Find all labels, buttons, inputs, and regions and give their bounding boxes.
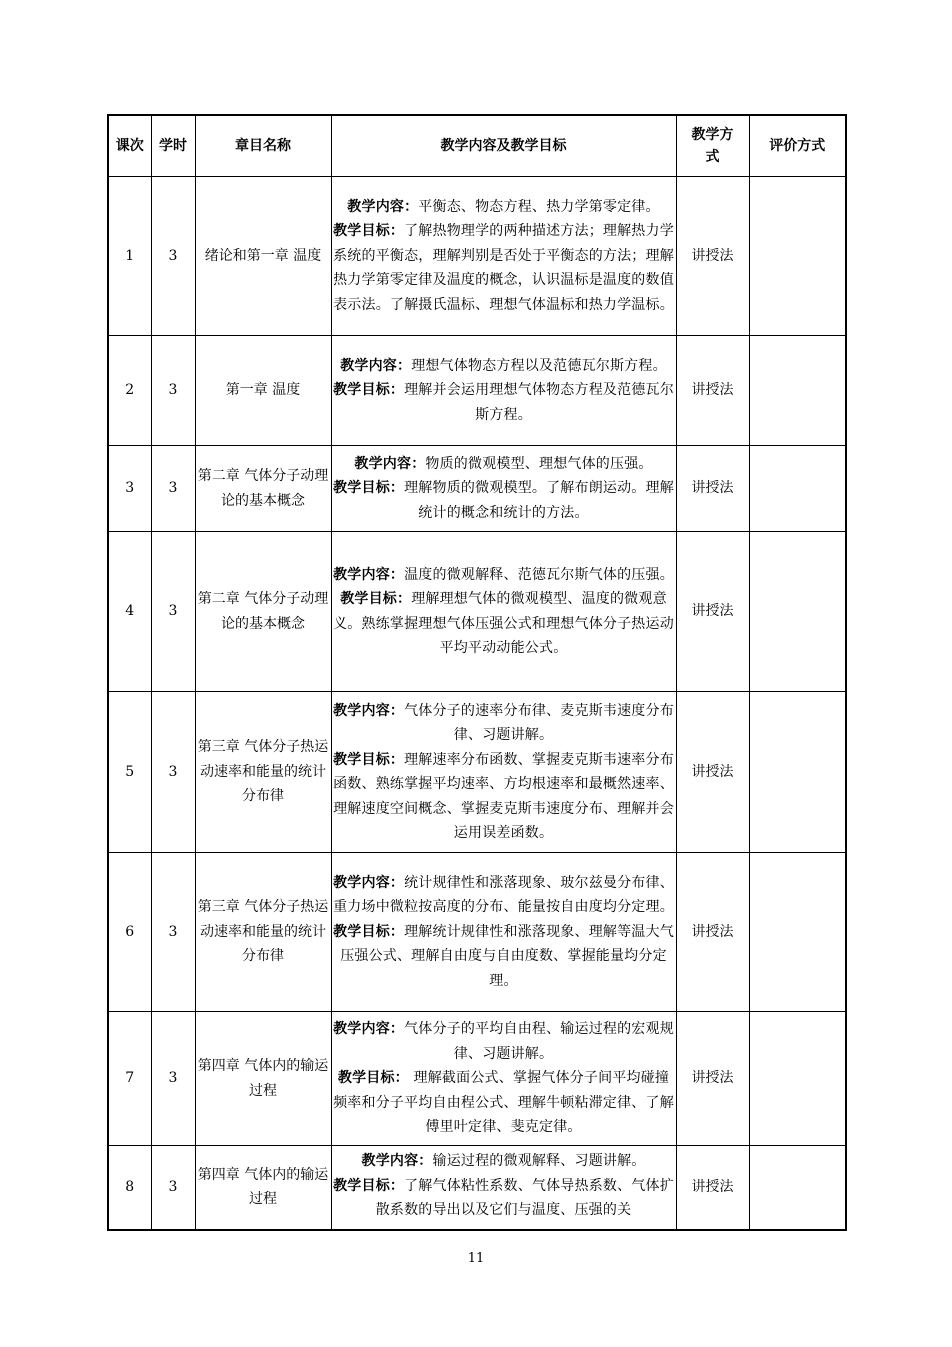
goal-label: 教学目标： [340,591,412,607]
lesson-cell: 7 [108,1012,151,1146]
goal-text: 理解统计规律性和涨落现象、理解等温大气压强公式、理解自由度与自由度数、掌握能量均分定理。 [340,923,674,989]
method-cell: 讲授法 [676,336,749,446]
lesson-cell: 6 [108,853,151,1012]
table-row [108,1146,846,1230]
goal-text: 了解气体粘性系数、气体导热系数、气体扩散系数的导出以及它们与温度、压强的关 [375,1177,674,1218]
content-cell [331,336,676,446]
evaluation-cell [749,177,846,336]
content-text: 温度的微观解释、范德瓦尔斯气体的压强。 [404,566,674,583]
evaluation-cell [749,336,846,446]
content-label: 教学内容： [333,874,405,891]
chapter-cell: 第三章 气体分子热运动速率和能量的统计分布律 [195,692,331,853]
method-cell: 讲授法 [676,853,749,1012]
evaluation-cell [749,446,846,532]
content-cell [331,853,676,1012]
table-row [108,446,846,532]
lesson-cell: 8 [108,1146,151,1230]
chapter-cell: 第二章 气体分子动理论的基本概念 [195,532,331,692]
evaluation-cell [749,692,846,853]
course-schedule-table [107,114,847,1231]
content-label: 教学内容： [361,1153,433,1169]
content-label: 教学内容： [333,702,405,719]
header-evaluation: 评价方式 [749,115,846,177]
hours-cell: 3 [151,692,195,853]
content-text: 理想气体物态方程以及范德瓦尔斯方程。 [411,357,667,374]
content-cell [331,1012,676,1146]
goal-label: 教学目标： [333,751,405,768]
method-cell: 讲授法 [676,446,749,532]
table-header-row [108,115,846,177]
goal-text: 理解速率分布函数、掌握麦克斯韦速率分布函数、熟练掌握平均速率、方均根速率和最概然速率、理解速度空间概念、掌握麦克斯韦速度分布、理解并会运用误差函数。 [333,751,674,841]
content-cell [331,177,676,336]
content-text: 统计规律性和涨落现象、玻尔兹曼分布律、重力场中微粒按高度的分布、能量按自由度均分定理。 [333,874,674,916]
goal-label: 教学目标： [333,923,405,940]
page-number: 11 [467,1251,485,1266]
chapter-cell: 绪论和第一章 温度 [195,177,331,336]
header-method: 教学方式 [676,115,749,177]
content-text: 气体分子的速率分布律、麦克斯韦速度分布律、习题讲解。 [404,702,674,743]
content-text: 物质的微观模型、理想气体的压强。 [425,455,653,472]
table-row [108,532,846,692]
goal-text: 理解理想气体的微观模型、温度的微观意义。熟练掌握理想气体压强公式和理想气体分子热运动平均平动动能公式。 [333,591,674,656]
table-row [108,177,846,336]
table-row [108,336,846,446]
chapter-cell: 第四章 气体内的输运过程 [195,1012,331,1146]
goal-label: 教学目标： [333,480,405,497]
evaluation-cell [749,532,846,692]
chapter-cell: 第二章 气体分子动理论的基本概念 [195,446,331,532]
lesson-cell: 2 [108,336,151,446]
evaluation-cell [749,1012,846,1146]
method-cell: 讲授法 [676,1146,749,1230]
goal-label: 教学目标： [337,1070,409,1087]
lesson-cell: 5 [108,692,151,853]
chapter-cell: 第三章 气体分子热运动速率和能量的统计分布律 [195,853,331,1012]
evaluation-cell [749,853,846,1012]
goal-label: 教学目标： [333,1177,405,1194]
content-label: 教学内容： [333,566,405,583]
content-text: 平衡态、物态方程、热力学第零定律。 [418,198,660,215]
content-label: 教学内容： [347,198,419,215]
content-label: 教学内容： [333,1021,405,1038]
lesson-cell: 1 [108,177,151,336]
content-cell [331,1146,676,1230]
hours-cell: 3 [151,446,195,532]
table-row [108,692,846,853]
chapter-cell: 第一章 温度 [195,336,331,446]
content-text: 气体分子的平均自由程、输运过程的宏观规律、习题讲解。 [404,1021,674,1062]
hours-cell: 3 [151,336,195,446]
method-cell: 讲授法 [676,1012,749,1146]
method-cell: 讲授法 [676,177,749,336]
content-cell [331,446,676,532]
hours-cell: 3 [151,532,195,692]
header-content: 教学内容及教学目标 [331,115,676,177]
method-cell: 讲授法 [676,532,749,692]
content-cell [331,692,676,853]
chapter-cell: 第四章 气体内的输运过程 [195,1146,331,1230]
goal-text: 了解热物理学的两种描述方法；理解热力学系统的平衡态，理解判别是否处于平衡态的方法；理解热力学第零定律及温度的概念，认识温标是温度的数值表示法。了解摄氏温标、理想气体温标和热力学温标。 [333,223,674,313]
goal-label: 教学目标： [333,382,405,399]
goal-text: 理解截面公式、掌握气体分子间平均碰撞频率和分子平均自由程公式、理解牛顿粘滞定律、了解傅里叶定律、斐克定律。 [333,1070,674,1136]
table-row [108,853,846,1012]
content-text: 输运过程的微观解释、习题讲解。 [432,1153,646,1169]
header-chapter: 章目名称 [195,115,331,177]
hours-cell: 3 [151,1012,195,1146]
content-label: 教学内容： [340,357,412,374]
lesson-cell: 3 [108,446,151,532]
header-lesson: 课次 [108,115,151,177]
hours-cell: 3 [151,177,195,336]
table-row [108,1012,846,1146]
header-hours: 学时 [151,115,195,177]
goal-text: 理解并会运用理想气体物态方程及范德瓦尔斯方程。 [404,382,674,423]
lesson-cell: 4 [108,532,151,692]
hours-cell: 3 [151,853,195,1012]
hours-cell: 3 [151,1146,195,1230]
goal-text: 理解物质的微观模型。了解布朗运动。理解统计的概念和统计的方法。 [404,480,674,521]
goal-label: 教学目标： [333,223,405,240]
content-label: 教学内容： [354,455,426,472]
method-cell: 讲授法 [676,692,749,853]
evaluation-cell [749,1146,846,1230]
content-cell [331,532,676,692]
